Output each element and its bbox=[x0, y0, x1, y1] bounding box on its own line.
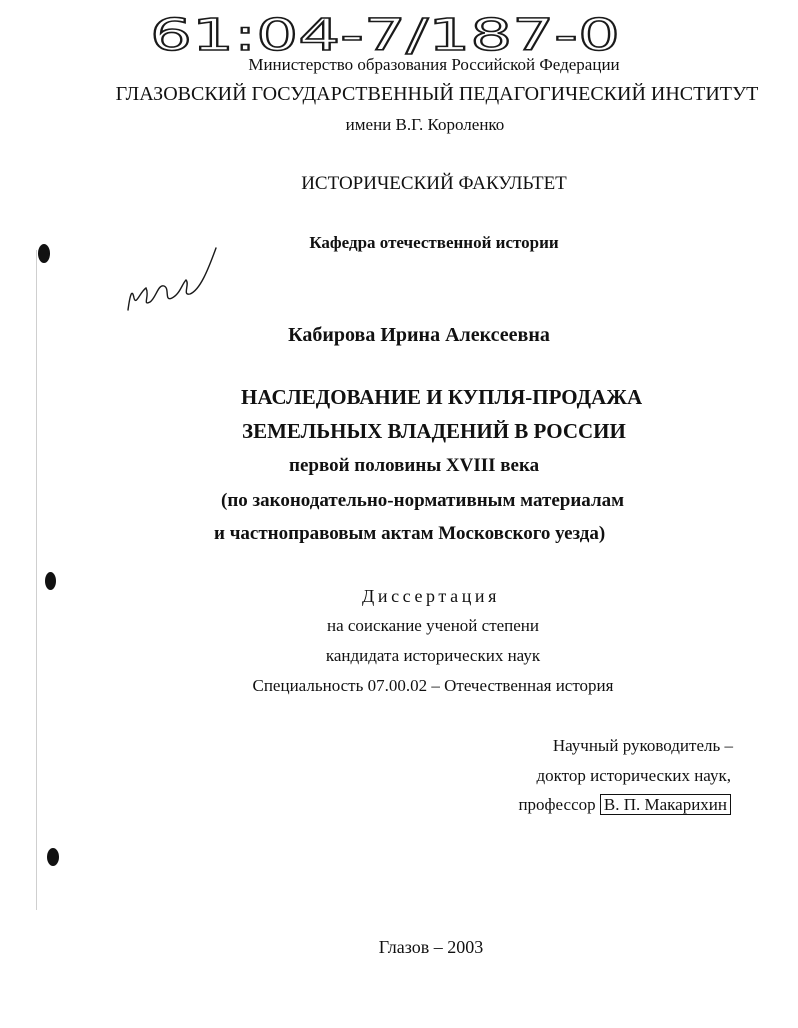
specialty-line: Специальность 07.00.02 – Отечественная история bbox=[252, 676, 614, 695]
title-line-1: НАСЛЕДОВАНИЕ И КУПЛЯ-ПРОДАЖА bbox=[241, 385, 643, 409]
title-line-4: (по законодательно-нормативным материалам bbox=[221, 490, 625, 511]
supervisor-rank: профессор bbox=[518, 795, 596, 814]
supervisor-degree: доктор исторических наук, bbox=[536, 766, 731, 785]
author-name: Кабирова Ирина Алексеевна bbox=[288, 324, 550, 346]
handwritten-code-text: 61:04-7/187-0 bbox=[150, 10, 620, 58]
ministry-line: Министерство образования Российской Федерации bbox=[248, 55, 620, 74]
city-year: Глазов – 2003 bbox=[378, 937, 484, 957]
supervisor-name: В. П. Макарихин bbox=[600, 794, 731, 815]
degree-line-1: на соискание ученой степени bbox=[326, 616, 540, 635]
faculty-name: ИСТОРИЧЕСКИЙ ФАКУЛЬТЕТ bbox=[301, 173, 567, 194]
supervisor-role: Научный руководитель – bbox=[552, 736, 733, 755]
scan-edge-line bbox=[36, 250, 37, 910]
punch-hole-mark bbox=[47, 848, 59, 866]
title-line-3: первой половины XVIII века bbox=[289, 455, 540, 476]
work-type-label: Диссертация bbox=[361, 586, 501, 606]
supervisor-title-line bbox=[518, 796, 731, 813]
title-line-5: и частноправовым актам Московского уезда) bbox=[214, 523, 606, 544]
title-line-2: ЗЕМЕЛЬНЫХ ВЛАДЕНИЙ В РОССИИ bbox=[242, 419, 626, 443]
handwritten-catalog-code bbox=[150, 8, 630, 58]
institute-name: ГЛАЗОВСКИЙ ГОСУДАРСТВЕННЫЙ ПЕДАГОГИЧЕСКИЙ ИНСТИТУТ bbox=[115, 83, 759, 105]
department-name: Кафедра отечественной истории bbox=[309, 233, 559, 252]
degree-line-2: кандидата исторических наук bbox=[325, 646, 541, 665]
handwritten-signature-mark bbox=[120, 240, 225, 320]
named-after-line: имени В.Г. Короленко bbox=[345, 115, 505, 134]
